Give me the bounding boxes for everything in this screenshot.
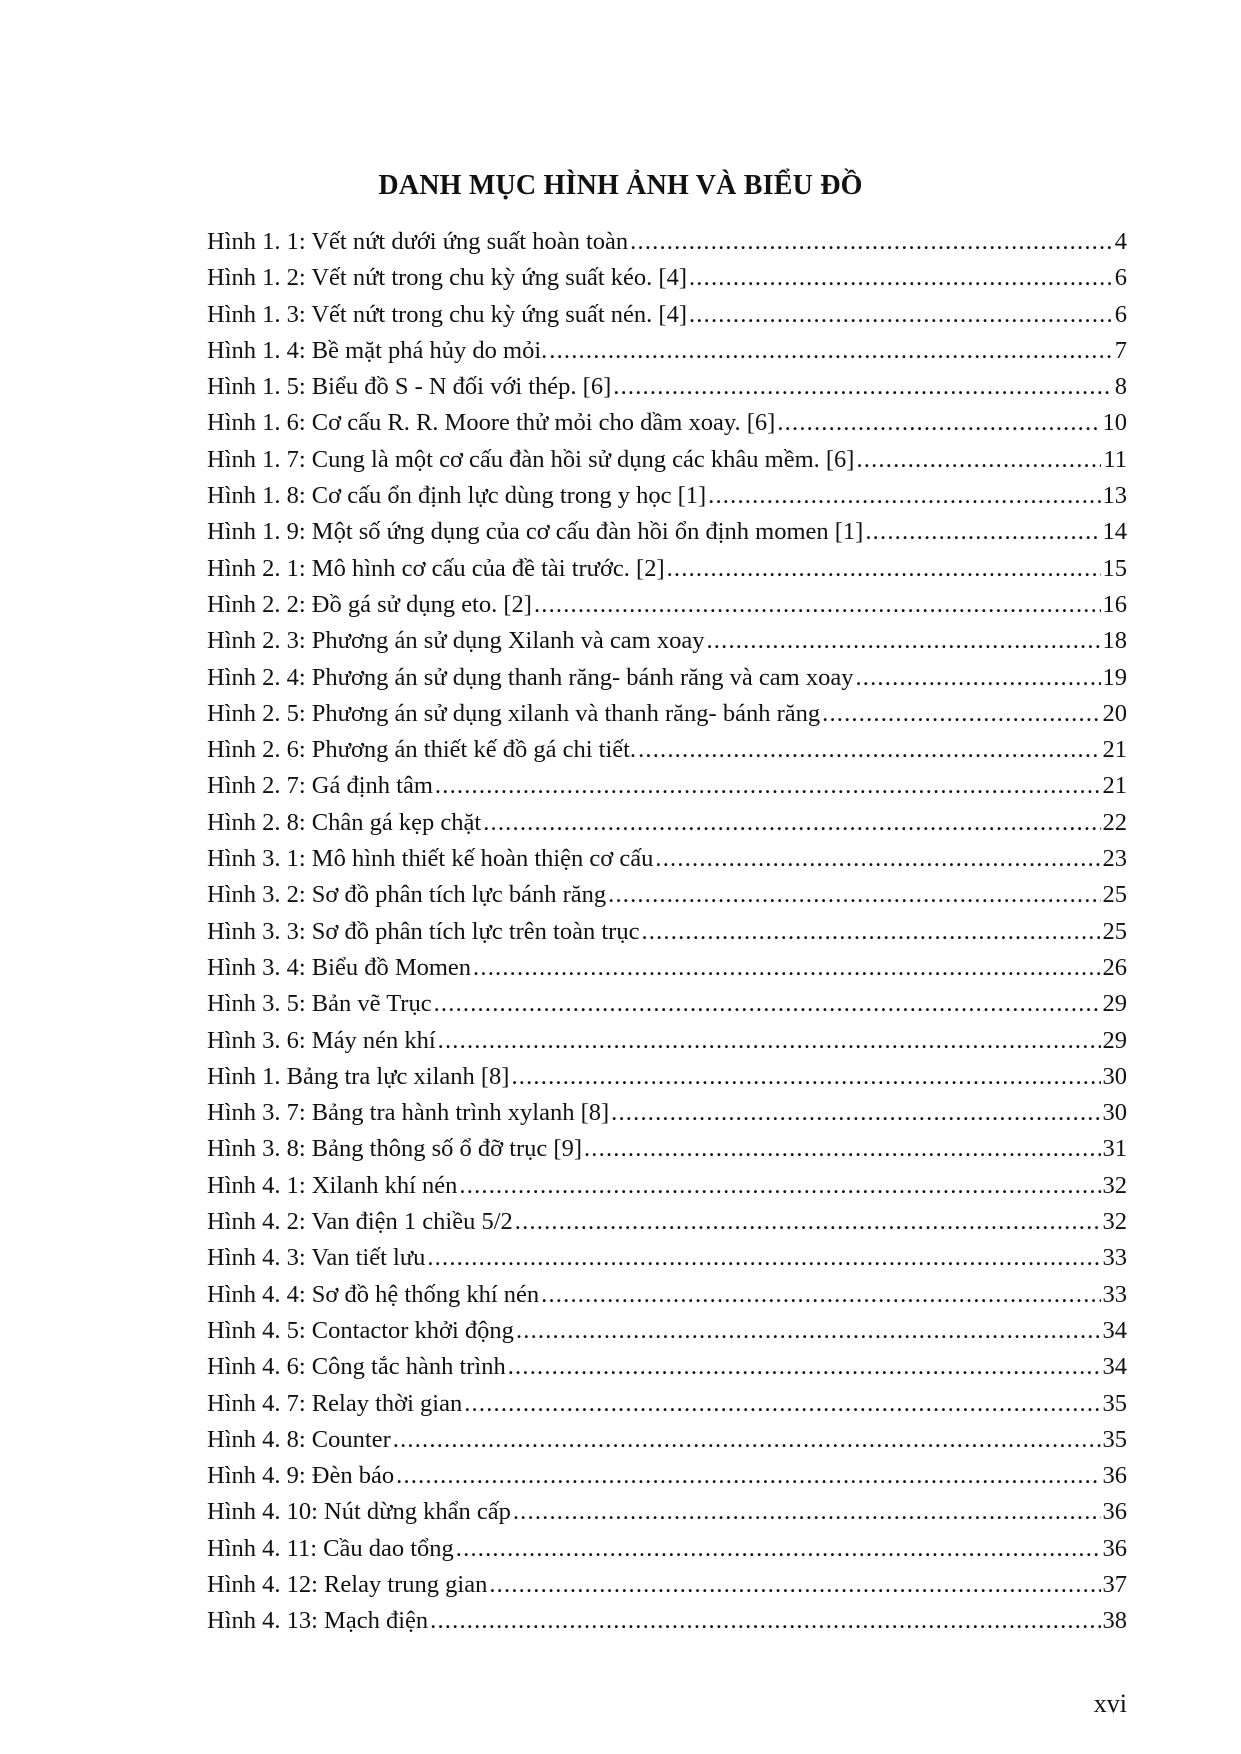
dot-leader xyxy=(516,1313,1101,1349)
dot-leader xyxy=(459,1168,1100,1204)
toc-entry[interactable] xyxy=(207,877,1127,913)
toc-entry-label: Hình 3. 1: Mô hình thiết kế hoàn thiện cơ cấu xyxy=(207,845,654,873)
toc-entry-label: Hình 4. 6: Công tắc hành trình xyxy=(207,1353,506,1381)
toc-entry-label: Hình 4. 2: Van điện 1 chiều 5/2 xyxy=(207,1208,513,1236)
toc-entry-page: 7 xyxy=(1114,336,1127,364)
toc-entry-page: 20 xyxy=(1102,699,1127,727)
toc-entry-label: Hình 2. 8: Chân gá kẹp chặt xyxy=(207,808,482,836)
dot-leader xyxy=(438,1023,1101,1059)
toc-entry-page: 36 xyxy=(1102,1534,1127,1562)
dot-leader xyxy=(473,950,1100,986)
dot-leader xyxy=(513,1494,1101,1530)
toc-entry-label: Hình 1. 1: Vết nứt dưới ứng suất hoàn toàn xyxy=(207,228,629,255)
dot-leader xyxy=(427,1240,1100,1276)
toc-entry-page: 19 xyxy=(1102,663,1127,691)
toc-entry-label: Hình 3. 6: Máy nén khí xyxy=(207,1026,436,1054)
toc-entry[interactable] xyxy=(207,442,1127,478)
toc-entry-label: Hình 4. 5: Contactor khởi động xyxy=(207,1316,514,1344)
toc-entry[interactable] xyxy=(207,260,1127,296)
toc-entry-label: Hình 2. 2: Đồ gá sử dụng eto. [2] xyxy=(207,590,532,618)
toc-entry-label: Hình 2. 4: Phương án sử dụng thanh răng- bánh răng và cam xoay xyxy=(207,663,854,691)
dot-leader xyxy=(706,623,1100,659)
toc-entry[interactable] xyxy=(207,1603,1127,1639)
toc-entry-page: 36 xyxy=(1102,1462,1127,1490)
toc-entry[interactable] xyxy=(207,1204,1127,1240)
figure-list xyxy=(207,224,1127,1640)
page-title: DANH MỤC HÌNH ẢNH VÀ BIỂU ĐỒ xyxy=(378,170,863,201)
toc-entry[interactable] xyxy=(207,914,1127,950)
toc-entry-label: Hình 1. 8: Cơ cấu ổn định lực dùng trong y học [1] xyxy=(207,482,707,510)
dot-leader xyxy=(515,1204,1101,1240)
toc-entry-page: 11 xyxy=(1103,445,1127,473)
toc-entry-page: 33 xyxy=(1102,1280,1127,1308)
toc-entry-label: Hình 2. 3: Phương án sử dụng Xilanh và cam xoay xyxy=(207,627,705,655)
toc-entry-page: 15 xyxy=(1102,554,1127,582)
toc-entry-label: Hình 1. Bảng tra lực xilanh [8] xyxy=(207,1062,510,1090)
dot-leader xyxy=(483,805,1100,841)
dot-leader xyxy=(855,660,1100,696)
toc-entry-label: Hình 1. 4: Bề mặt phá hủy do mỏi. xyxy=(207,336,548,364)
dot-leader xyxy=(489,1567,1100,1603)
toc-entry-page: 29 xyxy=(1102,1026,1127,1054)
toc-entry-label: Hình 4. 11: Cầu dao tổng xyxy=(207,1534,454,1562)
dot-leader xyxy=(630,224,1113,260)
toc-entry-page: 6 xyxy=(1114,264,1127,292)
toc-entry-label: Hình 1. 2: Vết nứt trong chu kỳ ứng suất kéo. [4] xyxy=(207,264,687,292)
dot-leader xyxy=(464,1386,1100,1422)
toc-entry-page: 14 xyxy=(1102,518,1127,546)
dot-leader xyxy=(822,696,1100,732)
dot-leader xyxy=(508,1349,1101,1385)
toc-entry-label: Hình 3. 7: Bảng tra hành trình xylanh [8] xyxy=(207,1099,610,1127)
toc-entry[interactable] xyxy=(207,841,1127,877)
dot-leader xyxy=(689,260,1113,296)
toc-entry[interactable] xyxy=(207,1059,1127,1095)
dot-leader xyxy=(541,1277,1100,1313)
toc-entry[interactable] xyxy=(207,1277,1127,1313)
toc-entry-label: Hình 3. 5: Bản vẽ Trục xyxy=(207,990,432,1018)
toc-entry-page: 29 xyxy=(1102,990,1127,1018)
toc-entry[interactable] xyxy=(207,1422,1127,1458)
toc-entry-page: 32 xyxy=(1102,1171,1127,1199)
toc-entry[interactable] xyxy=(207,405,1127,441)
dot-leader xyxy=(667,551,1101,587)
dot-leader xyxy=(393,1422,1101,1458)
dot-leader xyxy=(611,1095,1100,1131)
toc-entry[interactable] xyxy=(207,768,1127,804)
toc-entry-page: 25 xyxy=(1102,917,1127,945)
dot-leader xyxy=(613,369,1113,405)
toc-entry-page: 31 xyxy=(1102,1135,1127,1163)
dot-leader xyxy=(608,877,1100,913)
dot-leader xyxy=(655,841,1100,877)
toc-entry-label: Hình 4. 4: Sơ đồ hệ thống khí nén xyxy=(207,1280,540,1308)
toc-entry-label: Hình 4. 13: Mạch điện xyxy=(207,1607,429,1635)
toc-entry[interactable] xyxy=(207,551,1127,587)
toc-entry-page: 4 xyxy=(1114,228,1127,255)
toc-entry-page: 37 xyxy=(1102,1570,1127,1598)
toc-entry-label: Hình 4. 10: Nút dừng khẩn cấp xyxy=(207,1498,511,1526)
toc-entry-label: Hình 4. 1: Xilanh khí nén xyxy=(207,1171,458,1199)
toc-entry-page: 8 xyxy=(1114,373,1127,401)
dot-leader xyxy=(777,405,1100,441)
toc-entry-page: 36 xyxy=(1102,1498,1127,1526)
toc-entry-label: Hình 4. 12: Relay trung gian xyxy=(207,1570,488,1598)
toc-entry-label: Hình 4. 3: Van tiết lưu xyxy=(207,1244,426,1272)
toc-entry-label: Hình 1. 3: Vết nứt trong chu kỳ ứng suất nén. [4] xyxy=(207,300,687,328)
dot-leader xyxy=(584,1131,1101,1167)
toc-entry[interactable] xyxy=(207,1458,1127,1494)
toc-entry-label: Hình 4. 8: Counter xyxy=(207,1425,391,1453)
dot-leader xyxy=(641,914,1100,950)
toc-entry[interactable] xyxy=(207,623,1127,659)
toc-entry-page: 13 xyxy=(1102,482,1127,510)
dot-leader xyxy=(534,587,1101,623)
toc-entry[interactable] xyxy=(207,1168,1127,1204)
toc-entry[interactable] xyxy=(207,1313,1127,1349)
toc-entry-label: Hình 1. 6: Cơ cấu R. R. Moore thử mỏi cho dầm xoay. [6] xyxy=(207,409,776,437)
toc-entry-label: Hình 2. 5: Phương án sử dụng xilanh và thanh răng- bánh răng xyxy=(207,699,821,727)
toc-entry[interactable] xyxy=(207,514,1127,550)
toc-entry[interactable] xyxy=(207,950,1127,986)
toc-entry-page: 26 xyxy=(1102,953,1127,981)
toc-entry-page: 10 xyxy=(1102,409,1127,437)
toc-entry-label: Hình 2. 1: Mô hình cơ cấu của đề tài trước. [2] xyxy=(207,554,665,582)
toc-entry-page: 25 xyxy=(1102,881,1127,909)
dot-leader xyxy=(396,1458,1100,1494)
dot-leader xyxy=(456,1531,1101,1567)
toc-entry-page: 18 xyxy=(1102,627,1127,655)
toc-entry[interactable] xyxy=(207,696,1127,732)
toc-entry[interactable] xyxy=(207,1386,1127,1422)
toc-entry-page: 30 xyxy=(1102,1062,1127,1090)
dot-leader xyxy=(430,1603,1100,1639)
toc-entry-page: 6 xyxy=(1114,300,1127,328)
toc-entry-page: 23 xyxy=(1102,845,1127,873)
page-number: xvi xyxy=(1093,1689,1127,1718)
toc-entry-page: 34 xyxy=(1102,1316,1127,1344)
toc-entry-label: Hình 3. 3: Sơ đồ phân tích lực trên toàn trục xyxy=(207,917,640,945)
toc-entry[interactable] xyxy=(207,333,1127,369)
toc-entry[interactable] xyxy=(207,1023,1127,1059)
dot-leader xyxy=(511,1059,1100,1095)
toc-entry[interactable] xyxy=(207,478,1127,514)
dot-leader xyxy=(435,768,1101,804)
toc-entry-label: Hình 4. 7: Relay thời gian xyxy=(207,1389,463,1417)
toc-entry[interactable] xyxy=(207,1494,1127,1530)
dot-leader xyxy=(434,986,1101,1022)
dot-leader xyxy=(689,297,1113,333)
toc-entry-label: Hình 4. 9: Đèn báo xyxy=(207,1462,395,1490)
toc-entry-label: Hình 1. 5: Biểu đồ S - N đối với thép. [6] xyxy=(207,373,612,401)
toc-entry[interactable] xyxy=(207,1531,1127,1567)
toc-entry-label: Hình 1. 7: Cung là một cơ cấu đàn hồi sử dụng các khâu mềm. [6] xyxy=(207,445,855,473)
toc-entry-label: Hình 3. 2: Sơ đồ phân tích lực bánh răng xyxy=(207,881,607,909)
dot-leader xyxy=(549,333,1113,369)
toc-entry-label: Hình 2. 6: Phương án thiết kế đồ gá chi tiết. xyxy=(207,736,637,764)
toc-entry-label: Hình 2. 7: Gá định tâm xyxy=(207,772,433,800)
dot-leader xyxy=(865,514,1100,550)
toc-entry-label: Hình 3. 4: Biểu đồ Momen xyxy=(207,953,472,981)
toc-entry[interactable] xyxy=(207,1131,1127,1167)
toc-entry-page: 32 xyxy=(1102,1208,1127,1236)
toc-entry[interactable] xyxy=(207,986,1127,1022)
toc-entry-page: 21 xyxy=(1102,736,1127,764)
toc-entry[interactable] xyxy=(207,660,1127,696)
toc-entry-page: 33 xyxy=(1102,1244,1127,1272)
dot-leader xyxy=(708,478,1100,514)
toc-entry-page: 38 xyxy=(1102,1607,1127,1635)
toc-entry[interactable] xyxy=(207,369,1127,405)
toc-entry-page: 16 xyxy=(1102,590,1127,618)
toc-entry[interactable] xyxy=(207,1240,1127,1276)
toc-entry[interactable] xyxy=(207,732,1127,768)
toc-entry-label: Hình 1. 9: Một số ứng dụng của cơ cấu đàn hồi ổn định momen [1] xyxy=(207,518,864,546)
toc-entry-label: Hình 3. 8: Bảng thông số ổ đỡ trục [9] xyxy=(207,1135,582,1163)
toc-entry-page: 30 xyxy=(1102,1099,1127,1127)
toc-entry[interactable] xyxy=(207,1349,1127,1385)
toc-entry[interactable] xyxy=(207,1095,1127,1131)
toc-entry-page: 35 xyxy=(1102,1425,1127,1453)
toc-entry-page: 22 xyxy=(1102,808,1127,836)
toc-entry-page: 35 xyxy=(1102,1389,1127,1417)
toc-entry[interactable] xyxy=(207,587,1127,623)
toc-entry-page: 34 xyxy=(1102,1353,1127,1381)
toc-entry-page: 21 xyxy=(1102,772,1127,800)
toc-entry[interactable] xyxy=(207,1567,1127,1603)
dot-leader xyxy=(856,442,1101,478)
toc-entry[interactable] xyxy=(207,224,1127,260)
dot-leader xyxy=(638,732,1100,768)
toc-entry[interactable] xyxy=(207,805,1127,841)
toc-entry[interactable] xyxy=(207,297,1127,333)
